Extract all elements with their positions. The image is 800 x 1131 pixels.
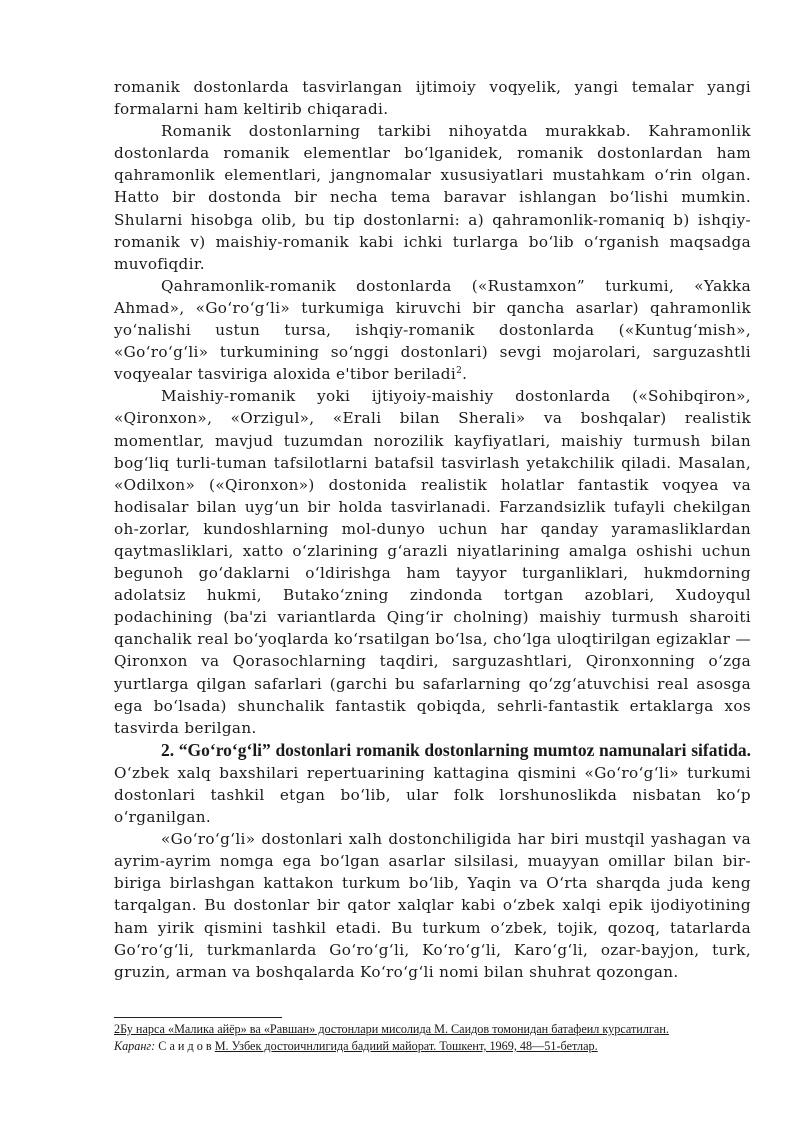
footnote bbox=[114, 1021, 754, 1055]
paragraph-text: O‘zbek xalq baxshilari repertuarining kattagina qismini «Go‘ro‘g‘li» turkumi dostonlari tashkil etgan bo‘lib, ular folk lorshunoslikda nisbatan ko‘p o‘rganilgan. bbox=[114, 763, 751, 827]
paragraph-gorogli-silsilasi: «Go‘ro‘g‘li» dostonlari xalh dostonchiligida har biri mustqil yashagan va ayrim-ayrim nomga ega bo‘lgan asarlar silsilasi, muayyan omillar bilan bir-biriga birlashgan kattakon turkum bo‘lib, Yaqin va O‘rta sharqda juda keng tarqalgan. Bu dostonlar bir qator xalqlar kabi o‘zbek xalqi epik ijodiyotining ham yirik qismini tashkil etadi. Bu turkum o‘zbek, tojik, qozoq, tatarlarda Go‘ro‘g‘li, turkmanlarda Go‘ro‘g‘li, Ko‘ro‘g‘li, Karo‘g‘li, ozar-bayjon, turk, gruzin, arman va boshqalarda Ko‘ro‘g‘li nomi bilan shuhrat qozongan. bbox=[114, 830, 751, 981]
footnote-divider bbox=[114, 1017, 282, 1018]
footnote-ref[interactable]: 2 bbox=[456, 366, 463, 377]
paragraph-qahramonlik-romanik bbox=[114, 275, 751, 385]
document-body bbox=[114, 76, 751, 983]
paragraph-maishiy-romanik: Maishiy-romanik yoki ijtiyoiy-maishiy dostonlarda («Sohibqiron», «Qironxon», «Orzigul», «Erali bilan Sherali» va boshqalar) realistik momentlar, mavjud tuzumdan norozilik kayfiyatlari, maishiy turmush bilan bog‘liq turli-tuman tafsilotlarni batafsil tasvirlash yetakchilik qiladi. Masalan, «Odilxon» («Qironxon») dostonida realistik holatlar fantastik voqyea va hodisalar bilan uyg‘un bir holda tasvirlanadi. Farzandsizlik tufayli chekilgan oh-zorlar, kundoshlarning mol-dunyo uchun har qanday yaramasliklardan qaytmasliklari, xatto o‘zlarining g‘arazli niyatlarining amalga oshishi uchun begunoh go‘daklarni o‘ldirishga ham tayyor turganliklari, hukmdorning adolatsiz hukmi, Butako‘zning zindonda tortgan azoblari, Xudoyqul podachining (ba'zi variantlarda Qing‘ir cholning) maishiy turmush sharoiti qanchalik real bo‘yoqlarda ko‘rsatilgan bo‘lsa, cho‘lga uloqtirilgan egizaklar — Qironxon va Qorasochlarning taqdiri, sarguzashtlari, Qironxonning o‘zga yurtlarga qilgan safarlari (garchi bu safarlarning qo‘zg‘atuvchisi real asosga ega bo‘lsada) shunchalik fantastik qobiqda, sehrli-fantastik ertaklarga xos tasvirda berilgan. bbox=[114, 387, 751, 737]
section-heading: 2. “Go‘ro‘g‘li” dostonlari romanik dostonlarning mumtoz namunalari sifatida. bbox=[161, 739, 751, 760]
paragraph-continuation: romanik dostonlarda tasvirlangan ijtimoiy voqyelik, yangi temalar yangi formalarni ham keltirib chiqaradi. bbox=[114, 78, 751, 119]
footnote-author: С а и д о в bbox=[155, 1039, 215, 1053]
paragraph-romanik-tarkibi: Romanik dostonlarning tarkibi nihoyatda murakkab. Kahramonlik dostonlarda romanik elementlar bo‘lganidek, romanik dostonlardan ham qahramonlik elementlari, jangnomalar xususiyatlari mustahkam o‘rin olgan. Hatto bir dostonda bir necha tema baravar ishlangan bo‘lishi mumkin. Shularni hisobga olib, bu tip dostonlarni: a) qahramonlik-romaniq b) ishqiy-romanik v) maishiy-romanik kabi ichki turlarga bo‘lib o‘rganish maqsadga muvofiqdir. bbox=[114, 122, 751, 273]
paragraph-end: . bbox=[462, 365, 468, 384]
section-paragraph bbox=[114, 739, 751, 828]
footnote-see-label: Каранг: bbox=[114, 1039, 156, 1053]
paragraph-text: Qahramonlik-romanik dostonlarda («Rustamxon” turkumi, «Yakka Ahmad», «Go‘ro‘g‘li» turkumiga kiruvchi bir qancha asarlar) qahramonlik yo‘nalishi ustun tursa, ishqiy-romanik dostonlarda («Kuntug‘mish», «Go‘ro‘g‘li» turkumining so‘nggi dostonlari) sevgi mojarolari, sarguzashtli voqyealar tasviriga aloxida e'tibor beriladi bbox=[114, 276, 751, 384]
footnote-line-1: 2Бу нарса «Малика айёр» ва «Равшан» достонлари мисолида М. Саидов томонидан батафеил курсатилган. bbox=[114, 1022, 669, 1036]
footnote-citation: М. Узбек достоичнлигида бадиий майорат. Тошкент, 1969, 48—51-бетлар. bbox=[214, 1039, 598, 1053]
footnote-line-2 bbox=[114, 1038, 754, 1055]
